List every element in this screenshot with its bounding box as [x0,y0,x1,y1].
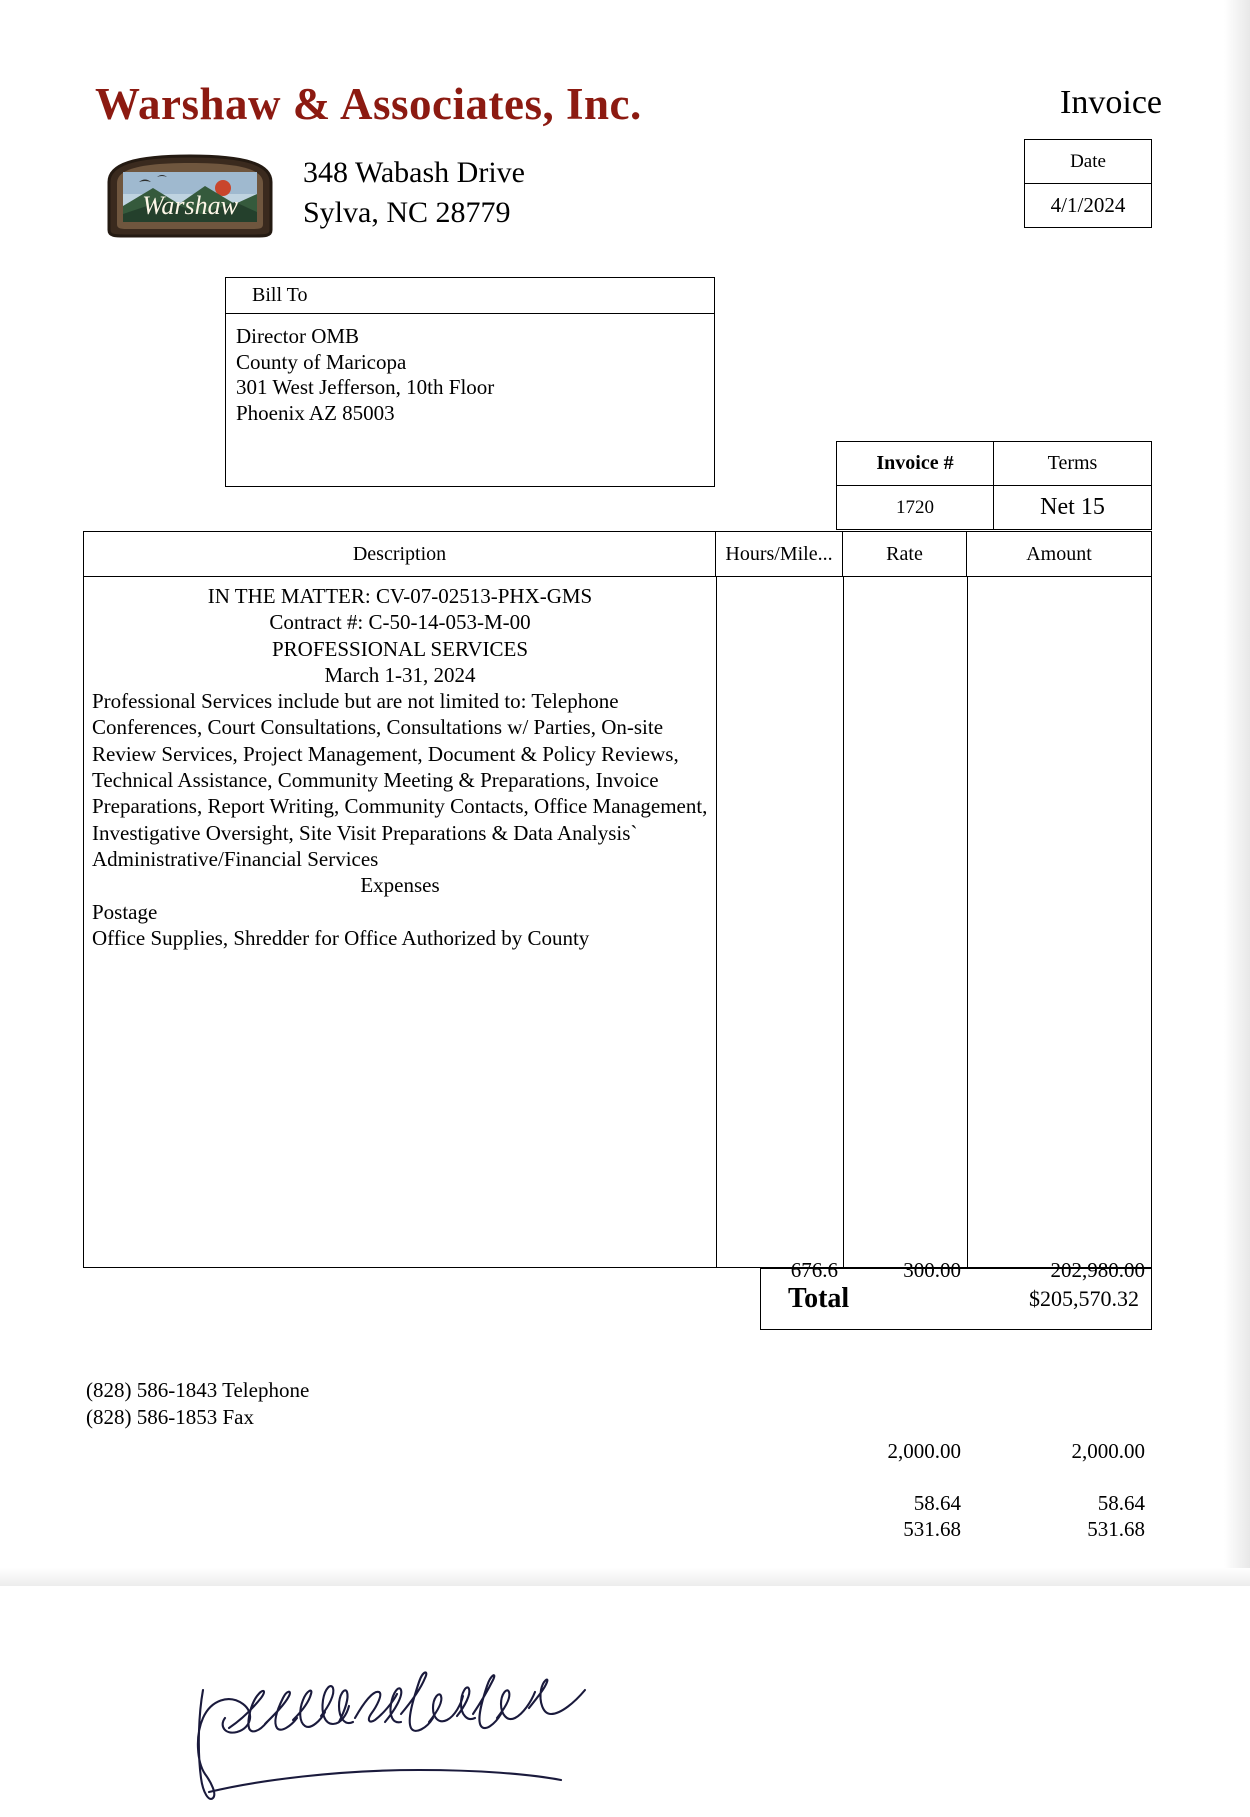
bill-to-line: County of Maricopa [236,349,407,374]
footer-contact [86,1377,309,1431]
column-header-description: Description [84,532,716,576]
contract-line: Contract #: C-50-14-053-M-00 [269,610,531,635]
column-header-rate: Rate [843,532,967,576]
terms-value: Net 15 [1040,494,1105,520]
expenses-heading: Expenses [360,873,440,898]
column-header-amount: Amount [1026,542,1092,565]
date-label: Date [1025,140,1151,184]
rate-value-office-supplies: 531.68 [903,1517,961,1541]
column-header-hours: Hours/Mile... [716,532,843,576]
warshaw-logo-icon [105,152,275,240]
bill-to-line: 301 West Jefferson, 10th Floor [236,375,495,399]
svg-text:Warshaw: Warshaw [142,191,238,220]
services-paragraph: Professional Services include but are not limited to: Telephone Conferences, Court Consultations, Consultations w/ Parties, On-site Review Services, Project Management, Document & Policy Reviews, Technical Assistance, Community Meeting & Preparations, Invoice Preparations, Report Writing, Community Contacts, Office Management, Investigative Oversight, Site Visit Preparations & Data Analysis` [92,689,708,845]
date-value: 4/1/2024 [1050,193,1126,217]
rate-value-postage: 58.64 [913,1491,961,1515]
rate-value-admin-financial: 2,000.00 [887,1439,961,1463]
amount-value-postage: 58.64 [1097,1491,1145,1515]
invoice-title: Invoice [1060,84,1162,121]
date-box [1024,139,1152,228]
bill-to-box [225,277,715,487]
invoice-number-label: Invoice # [837,442,994,486]
company-address-line2: Sylva, NC 28779 [303,196,511,229]
column-divider [967,577,968,1268]
rate-value-professional-services: 300.00 [903,1258,961,1282]
footer-telephone: (828) 586-1843 Telephone [86,1378,310,1402]
footer-fax: (828) 586-1853 Fax [86,1405,254,1429]
bill-to-label: Bill To [226,278,714,314]
bill-to-line: Phoenix AZ 85003 [236,400,395,425]
hours-value-professional-services: 676.6 [790,1258,838,1282]
table-header-row [84,532,1151,577]
total-box [760,1268,1152,1330]
services-heading: PROFESSIONAL SERVICES [271,636,528,661]
total-value: $205,570.32 [1029,1286,1139,1311]
company-address-line1: 348 Wabash Drive [303,156,525,189]
bill-to-address [226,314,714,426]
invoice-number-value: 1720 [837,486,994,529]
total-label: Total [788,1283,850,1314]
line-item-postage: Postage [92,899,158,924]
company-name: Warshaw & Associates, Inc. [95,79,642,129]
description-column [84,577,716,951]
signature-image [189,1662,609,1812]
amount-value-professional-services: 202,980.00 [1050,1258,1145,1282]
amount-value-admin-financial: 2,000.00 [1071,1439,1145,1463]
matter-line: IN THE MATTER: CV-07-02513-PHX-GMS [207,584,593,608]
column-divider [843,577,844,1268]
invoice-meta-table [836,441,1152,530]
terms-label: Terms [994,442,1151,486]
column-divider [716,577,717,1268]
bill-to-line: Director OMB [236,324,360,348]
line-item-office-supplies: Office Supplies, Shredder for Office Authorized by County [92,925,590,950]
line-item-admin-financial: Administrative/Financial Services [92,846,379,871]
amount-value-office-supplies: 531.68 [1087,1517,1145,1541]
service-period: March 1-31, 2024 [324,662,476,687]
